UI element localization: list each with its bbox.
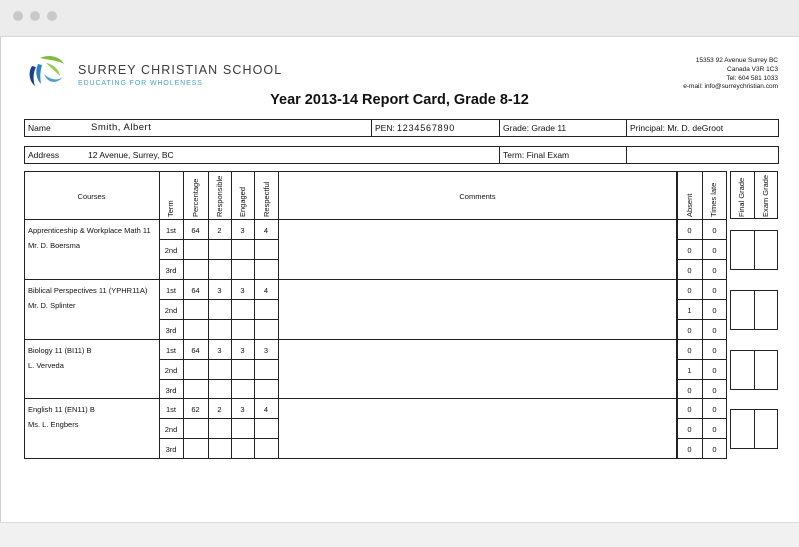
course-name: English 11 (EN11) B xyxy=(28,405,95,414)
absent-cell: 0 xyxy=(687,405,692,414)
course-name: Apprenticeship & Workplace Math 11 xyxy=(28,226,151,235)
absent-cell: 0 xyxy=(687,286,692,295)
student-info-row xyxy=(24,119,779,137)
address-line: 15353 92 Avenue Surrey BC xyxy=(695,57,778,64)
grade-box-divider xyxy=(754,230,755,270)
term-cell: 3rd xyxy=(165,386,177,395)
absent-cell: 0 xyxy=(687,386,692,395)
absent-cell: 0 xyxy=(687,266,692,275)
responsible-cell: 3 xyxy=(217,346,222,355)
school-logo-icon xyxy=(26,54,66,90)
times-late-cell: 0 xyxy=(712,405,717,414)
times-late-cell: 0 xyxy=(712,266,717,275)
address-line: e-mail: info@surreychristian.com xyxy=(683,83,778,91)
term-cell: 1st xyxy=(165,346,176,355)
student-address-row xyxy=(24,146,779,164)
percentage-header: Percentage xyxy=(191,178,200,217)
percentage-cell: 64 xyxy=(191,346,200,355)
report-title: Year 2013-14 Report Card, Grade 8-12 xyxy=(270,92,529,108)
responsible-header: Responsible xyxy=(215,175,224,217)
respectful-cell: 4 xyxy=(263,226,269,235)
term-cell: 1st xyxy=(165,405,176,414)
percentage-cell: 64 xyxy=(191,286,200,295)
times-late-cell: 0 xyxy=(712,346,717,355)
absent-cell: 0 xyxy=(687,326,692,335)
responsible-cell: 3 xyxy=(217,286,222,295)
window-close-dot[interactable] xyxy=(13,11,23,21)
absent-cell: 0 xyxy=(687,226,692,235)
engaged-header: Engaged xyxy=(238,186,247,217)
address-line: Tel: 604 581 1033 xyxy=(726,74,778,82)
times-late-cell: 0 xyxy=(712,425,717,434)
address-line: Canada V3R 1C3 xyxy=(727,65,778,73)
times-late-cell: 0 xyxy=(712,286,717,295)
absent-cell: 1 xyxy=(687,366,692,375)
final-grade-header: Final Grade xyxy=(737,177,746,217)
term-cell: 2nd xyxy=(164,246,178,255)
responsible-cell: 2 xyxy=(217,405,222,414)
teacher-name: Mr. D. Boersma xyxy=(28,241,81,250)
term-cell: 2nd xyxy=(164,425,178,434)
comments-header: Comments xyxy=(459,192,496,201)
grade-box-divider xyxy=(754,290,755,330)
courses-header: Courses xyxy=(77,192,106,201)
respectful-cell: 4 xyxy=(263,405,269,414)
teacher-name: Ms. L. Engbers xyxy=(28,420,79,429)
times-late-header: Times late xyxy=(709,182,718,217)
school-tagline: EDUCATING FOR WHOLENESS xyxy=(78,80,203,87)
school-address xyxy=(683,57,778,92)
respectful-header: Respectful xyxy=(262,181,271,217)
term-cell: 2nd xyxy=(164,306,178,315)
term-header: Term xyxy=(166,200,175,217)
responsible-cell: 2 xyxy=(217,226,222,235)
address-label: Address xyxy=(28,150,60,160)
principal-value: Principal: Mr. D. deGroot xyxy=(630,123,724,133)
browser-toolbar xyxy=(0,0,799,37)
absent-cell: 0 xyxy=(687,346,692,355)
grade-value: Grade: Grade 11 xyxy=(503,123,567,133)
absent-header: Absent xyxy=(685,193,694,217)
absent-cell: 0 xyxy=(687,445,692,454)
absent-cell: 1 xyxy=(687,306,692,315)
times-late-cell: 0 xyxy=(712,366,717,375)
term-cell: 3rd xyxy=(165,266,177,275)
school-name: SURREY CHRISTIAN SCHOOL xyxy=(78,63,283,77)
exam-grade-header: Exam Grade xyxy=(761,174,770,217)
absent-cell: 0 xyxy=(687,425,692,434)
engaged-cell: 3 xyxy=(240,286,245,295)
times-late-cell: 0 xyxy=(712,306,717,315)
times-late-cell: 0 xyxy=(712,386,717,395)
times-late-cell: 0 xyxy=(712,326,717,335)
respectful-cell: 4 xyxy=(263,286,269,295)
name-label: Name xyxy=(28,123,51,133)
times-late-cell: 0 xyxy=(712,246,717,255)
grade-box-divider xyxy=(754,350,755,390)
grades-table xyxy=(24,171,677,459)
course-name: Biblical Perspectives 11 (YPHR11A) xyxy=(28,286,148,295)
term-cell: 1st xyxy=(165,286,176,295)
student-address: 12 Avenue, Surrey, BC xyxy=(88,150,174,160)
term-value: Term: Final Exam xyxy=(503,150,570,160)
engaged-cell: 3 xyxy=(240,226,245,235)
window-minimize-dot[interactable] xyxy=(30,11,40,21)
absent-cell: 0 xyxy=(687,246,692,255)
percentage-cell: 62 xyxy=(191,405,200,414)
teacher-name: L. Verveda xyxy=(28,361,64,370)
window-maximize-dot[interactable] xyxy=(47,11,57,21)
times-late-cell: 0 xyxy=(712,226,717,235)
pen-label: PEN: xyxy=(375,123,395,133)
pen-number: 1234567890 xyxy=(397,123,456,133)
engaged-cell: 3 xyxy=(240,346,245,355)
term-cell: 2nd xyxy=(164,366,178,375)
respectful-cell: 3 xyxy=(263,346,269,355)
engaged-cell: 3 xyxy=(240,405,245,414)
term-cell: 3rd xyxy=(165,445,177,454)
times-late-cell: 0 xyxy=(712,445,717,454)
window-bottom-bar xyxy=(0,522,799,547)
percentage-cell: 64 xyxy=(191,226,200,235)
course-name: Biology 11 (BI11) B xyxy=(28,346,92,355)
term-cell: 3rd xyxy=(165,326,177,335)
student-name: Smith, Albert xyxy=(91,122,152,133)
term-cell: 1st xyxy=(165,226,176,235)
teacher-name: Mr. D. Splinter xyxy=(28,301,76,310)
grade-box-divider xyxy=(754,409,755,449)
